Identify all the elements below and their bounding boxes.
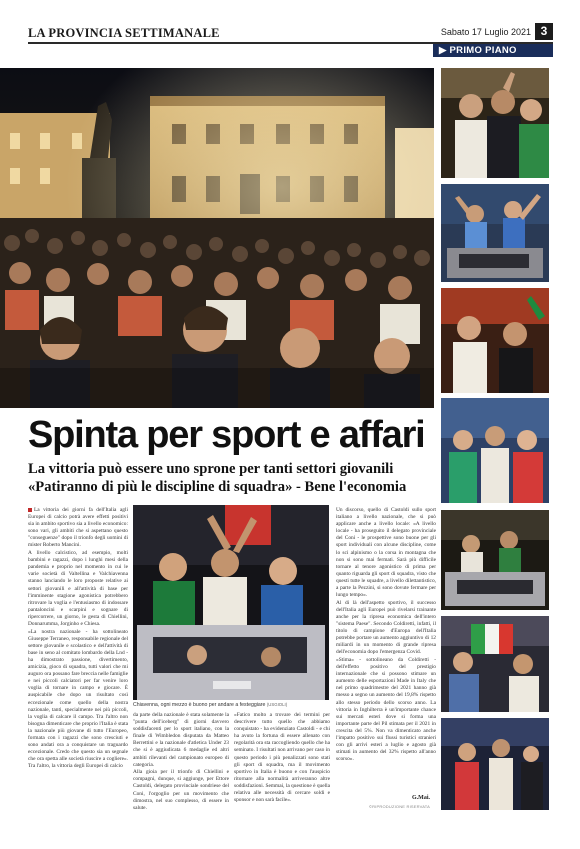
article-column-2	[133, 712, 229, 812]
photo-caption	[133, 701, 329, 709]
col4-paragraph: Al di là dell'aspetto sportivo, il successo dell'Italia agli Europei può rivelarsi trainante anche per la ripresa economica dell'intero "sistema Paese". Secondo Coldiretti, infatti, il titolo di campione d'Europa dell'Italia potrebbe portare un aumento aggiuntivo di 12 miliardi in un momento di grande ripresa dell'economia dopo l'emergenza Covid.	[336, 599, 436, 656]
article-subhead-2: «Patiranno di più le discipline di squadra» - Bene l'economia	[28, 479, 407, 495]
article-column-4	[336, 507, 436, 764]
col2-paragraph: Alla gioia per il trionfo di Chiellini e compagni, dunque, si aggiunge, per Ettore Castoldi, delegato provinciale sondriese del Coni, l'orgoglio per un movimento che dimostra, nel suo complesso, di essere in salute.	[133, 769, 229, 811]
side-photo-people-square	[441, 288, 549, 393]
article-column-3	[234, 712, 330, 805]
copyright-notice: ©RIPRODUZIONE RISERVATA	[368, 804, 430, 809]
issue-date: Sabato 17 Luglio 2021	[440, 27, 531, 37]
col1-paragraph: A livello calcistico, ad esempio, molti bambini e ragazzi, dopo i lunghi mesi della pandemia e proprio nel momento in cui le varie società di Valtellina e Valchiavenna stanno lanciando le loro proposte relative ai settori giovanili e all'attività di base per l'imminente stagione agonistica potrebbero ritrovare la voglia e l'entusiasmo di indossare pantaloncini e scarpini e sognare di ripercorrere, un giorno, le gesta di Chiellini, Donnarumma, Jorginho e Chiesa.	[28, 550, 128, 627]
side-photo-night-street	[441, 718, 549, 810]
col4-paragraph: «Stima» - sottolineano da Coldiretti - dell'effetto positivo del prestigio internazionale che si possono stimare un aumento delle esportazioni Made in Italy che nel primo quadrimestre del 2021 hanno già messo a segno un aumento del 19,8% rispetto allo stesso periodo dello scorso anno. La vittoria in Inghilterra è un'importante chance sui mercati esteri dove si forma una importante parte del Pil stimata per il 2021 in crescita del 5%. Non va dimenticato anche l'impatto positivo sui flussi turistici stranieri con gli arrivi esteri a luglio e agosto già stimati in aumento del 32% rispetto all'anno scorso».	[336, 656, 436, 763]
section-label: ▶ PRIMO PIANO	[433, 44, 553, 57]
caption-text: Chiavenna, ogni mezzo è buono per andare a festeggiare	[133, 702, 266, 708]
mid-photo-chiavenna-car	[133, 505, 329, 700]
caption-credit: (USGIOLI)	[266, 702, 288, 707]
masthead	[28, 22, 553, 56]
col2-paragraph: da parte della nazionale è stata solamente la "punta dell'iceberg" di giorni davvero soddisfacenti per lo sport italiano, con la finale di Wimbledon disputata da Matteo Berrettini e la nazionale d'atletica Under 23 che si è aggiudicata 6 medaglie ed altri ambiti rilevanti del campionato europeo di categoria.	[133, 712, 229, 768]
side-photo-car-celebration	[441, 184, 549, 282]
article-subhead-1: La vittoria può essere uno sprone per tanti settori giovanili	[28, 461, 394, 477]
side-photo-night-car	[441, 510, 549, 610]
side-photo-fans-1	[441, 68, 549, 178]
article-headline: Spinta per sport e affari	[28, 414, 425, 456]
side-photo-women-group	[441, 398, 549, 503]
col3-paragraph: «Fatico molto a trovare dei termini per descrivere tutto quello che abbiamo conquistato - ha evidenziato Castoldi - e chi ha avuto la fortuna di essere allenato con regolarità ora sta raccogliendo quello che ha seminato. I risultati non arrivano per caso in questo periodo i più penalizzati sono stati gli sport di squadra, ma il movimento sportivo in Italia è buono e con l'auspicio ritornare alla normalità arriveranno altre soddisfazioni. Semmai, la questione è quella relativa alle necessità di cercare soldi e sponsor e non sarà facile».	[234, 712, 330, 804]
col4-paragraph: Un discorso, quello di Castoldi sullo sport italiano a livello nazionale, che si può applicare anche a livello locale: «A livello locale - ha proseguito il delegato provinciale del Coni - le prospettive sono buone per gli sport individuali con alcune discipline, come lo sci alpinismo o la corsa in montagna che non si sono mai fermati. Sarà più difficile tornare al tenore agonistico di prima per quanto riguarda gli sport di squadra, visto che questi tutte le squadre, a livello dilettantistico, a parte la Pezzini, si sono dovute fermare per lungo tempo».	[336, 507, 436, 599]
main-photo-crowd-celebration	[0, 68, 434, 408]
publication-name: LA PROVINCIA SETTIMANALE	[28, 26, 220, 40]
col1-paragraph: «La nostra nazionale - ha sottolineato Giuseppe Terraneo, responsabile regionale del settore giovanile e scolastico e dell'attività di base in seno al comitato lombardo della Lnd - ha dimostrato passione, divertimento, amicizia, gioco di squadra, tutti valori che mi auguro ora possano fare breccia nelle famiglie e nei piccoli calciatori per far venire loro voglia di tornare in campo e giocare. È auspicabile che dopo un risultato così eccezionale come quello della nostra nazionale, tanti, specialmente nei più piccoli, la voglia di calcare il campo. Tra l'altro non bisogna dimenticare che proprio l'Italia è stata la nazionale più giovane di tutto l'Europeo, formata con i ragazzi che sono cresciuti e sono andati ora a conquistare un traguardo eccezionale. Credo che questo sia un segnale che ora spetta alle società riuscire a cogliere». Tra l'altro, la vittoria degli Europei di calcio	[28, 628, 128, 770]
author-signature: G.Mai.	[412, 795, 430, 801]
lead-marker	[28, 508, 32, 512]
page-number: 3	[535, 23, 553, 40]
article-column-1	[28, 507, 128, 771]
col1-paragraph: La vittoria dei giorni fa dell'Italia agli Europei di calcio potrà avere effetti positivi sia in ambito sportivo sia a livello economico: sono vari, gli ambiti che si aspettano questo "conseguenze" dopo il trionfo degli uomini di mister Roberto Mancini.	[28, 507, 128, 549]
side-photo-flag-wavers	[441, 616, 549, 712]
